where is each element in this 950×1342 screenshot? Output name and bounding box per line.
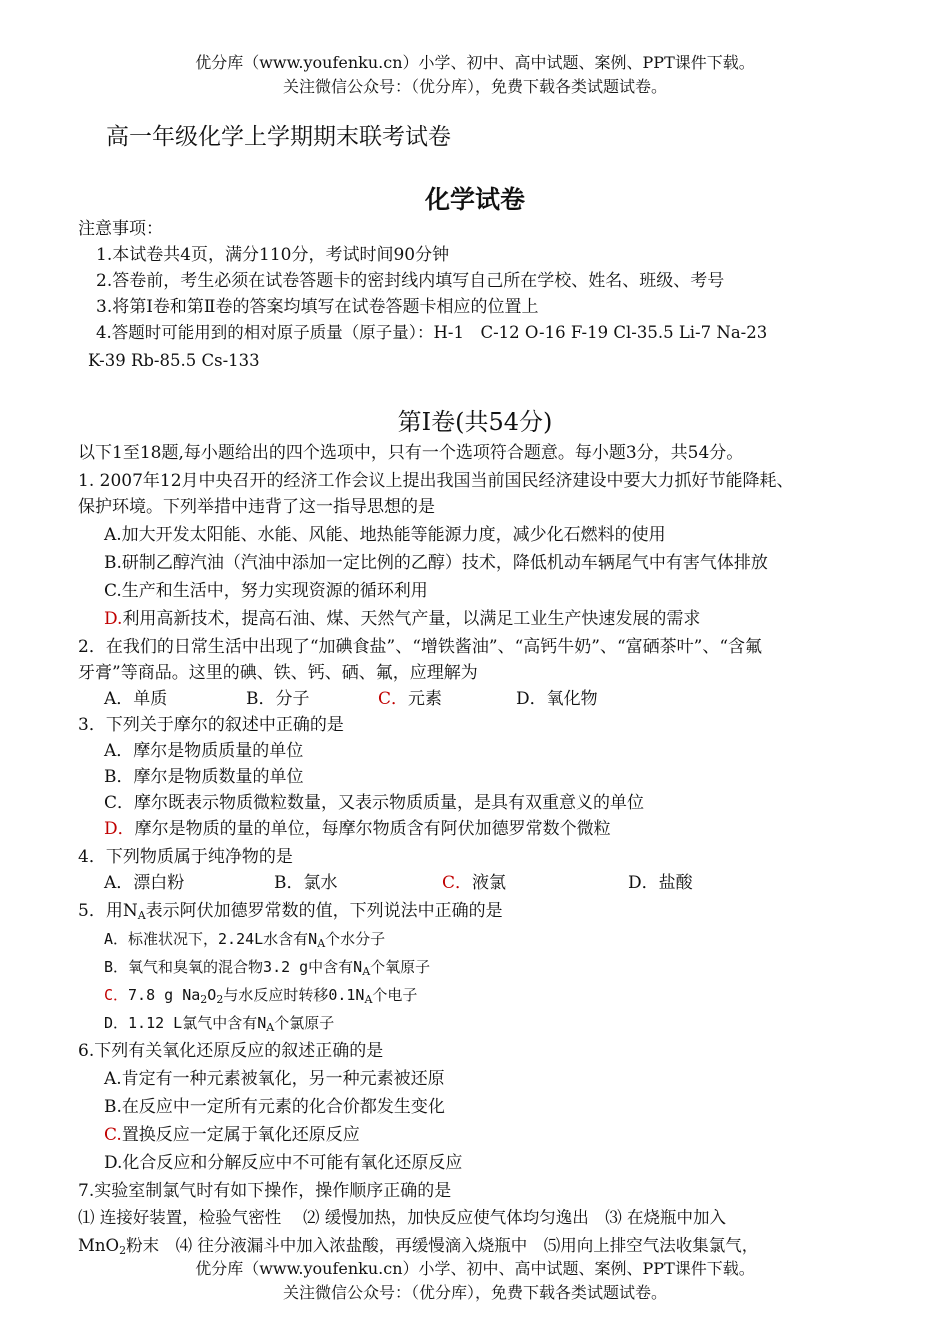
q1-stem-1: 1. 2007年12月中央召开的经济工作会议上提出我国当前国民经济建设中要大力抓好节能降耗、 (78, 471, 794, 491)
q5-option-c-subscript: 2 (200, 993, 208, 1006)
q7-steps-text: 粉末 ⑷ 往分液漏斗中加入浓盐酸，再缓慢滴入烧瓶中 ⑸用向上排空气法收集氯气， (126, 1236, 759, 1255)
q1-stem-2: 保护环境。下列举措中违背了这一指导思想的是 (78, 497, 435, 517)
q1-option-d-text: 利用高新技术，提高石油、煤、天然气产量，以满足工业生产快速发展的需求 (122, 609, 701, 629)
q1-answer-letter: D. (104, 609, 123, 629)
q1-option-c: C.生产和生活中，努力实现资源的循环利用 (104, 581, 428, 601)
q6-option-c (104, 1122, 360, 1148)
q3-answer-letter: D． (104, 819, 135, 839)
exam-title: 高一年级化学上学期期末联考试卷 (106, 124, 451, 150)
q5-stem-subscript: A (137, 909, 146, 922)
q5-answer-letter: C． (104, 986, 129, 1004)
q6-option-b: B.在反应中一定所有元素的化合价都发生变化 (104, 1097, 445, 1117)
notes-heading: 注意事项： (78, 219, 163, 239)
q1-option-d (104, 606, 700, 632)
q2-answer-letter: C． (378, 689, 409, 709)
q2-stem-1: 2．在我们的日常生活中出现了“加碘食盐”、“增铁酱油”、“高钙牛奶”、“富硒茶叶”、“含氟 (78, 637, 763, 657)
note-4-continued: K-39 Rb-85.5 Cs-133 (88, 351, 260, 370)
footer-line-1: 优分库（www.youfenku.cn）小学、初中、高中试题、案例、PPT课件下载。 (195, 1259, 755, 1278)
q5-option-c (104, 982, 417, 1013)
header-line-1: 优分库（www.youfenku.cn）小学、初中、高中试题、案例、PPT课件下载。 (195, 53, 755, 72)
q2-stem-2: 牙膏”等商品。这里的碘、铁、钙、硒、氟，应理解为 (78, 663, 478, 683)
q5-option-a-subscript: A (317, 937, 326, 950)
note-3: 3.将第Ⅰ卷和第Ⅱ卷的答案均填写在试卷答题卡相应的位置上 (96, 297, 539, 317)
q5-option-d-subscript: A (266, 1021, 275, 1034)
q4-option-b: B．氯水 (274, 873, 338, 893)
q5-stem-part: 表示阿伏加德罗常数的值，下列说法中正确的是 (145, 901, 503, 921)
q6-option-c-text: 置换反应一定属于氧化还原反应 (121, 1125, 360, 1145)
q4-option-d: D．盐酸 (628, 873, 693, 893)
q5-option-a-text: 个水分子 (325, 930, 386, 948)
q5-option-a-text: A．标准状况下，2.24L水含有N (104, 930, 318, 948)
q5-option-b-text: 个氧原子 (370, 958, 431, 976)
q6-stem: 6.下列有关氧化还原反应的叙述正确的是 (78, 1041, 384, 1061)
q7-steps-text: MnO (78, 1236, 120, 1255)
q6-option-a: A.肯定有一种元素被氧化，另一种元素被还原 (104, 1069, 445, 1089)
paper-title: 化学试卷 (424, 185, 525, 214)
q1-option-b: B.研制乙醇汽油（汽油中添加一定比例的乙醇）技术，降低机动车辆尾气中有害气体排放 (104, 553, 768, 573)
q5-option-c-text: 7.8 g Na (128, 986, 201, 1004)
section-intro: 以下1至18题,每小题给出的四个选项中，只有一个选项符合题意。每小题3分，共54分。 (78, 443, 744, 463)
q3-option-a: A．摩尔是物质质量的单位 (104, 741, 304, 761)
q5-option-d-text: 个氯原子 (274, 1014, 335, 1032)
q2-option-c-text: 元素 (408, 689, 443, 709)
q2-option-b: B．分子 (246, 689, 310, 709)
q6-answer-letter: C. (104, 1125, 122, 1145)
note-2: 2.答卷前，考生必须在试卷答题卡的密封线内填写自己所在学校、姓名、班级、考号 (96, 271, 725, 291)
q7-steps-subscript: 2 (119, 1244, 127, 1257)
q5-option-c-subscript: A (364, 993, 373, 1006)
q5-stem (78, 898, 503, 929)
q3-stem: 3．下列关于摩尔的叙述中正确的是 (78, 715, 344, 735)
note-1: 1.本试卷共4页，满分110分，考试时间90分钟 (96, 245, 450, 265)
q5-option-d (104, 1010, 334, 1041)
q6-option-d: D.化合反应和分解反应中不可能有氧化还原反应 (104, 1153, 463, 1173)
q3-option-d-text: 摩尔是物质的量的单位，每摩尔物质含有阿伏加德罗常数个微粒 (134, 819, 611, 839)
q1-option-a: A.加大开发太阳能、水能、风能、地热能等能源力度，减少化石燃料的使用 (104, 525, 666, 545)
q5-option-b (104, 954, 430, 985)
q2-option-d: D．氧化物 (516, 689, 598, 709)
q5-option-c-subscript: 2 (216, 993, 224, 1006)
q5-option-b-subscript: A (362, 965, 371, 978)
q4-option-a: A．漂白粉 (104, 873, 185, 893)
q4-option-c (442, 870, 506, 896)
q5-option-a (104, 926, 385, 957)
q4-answer-letter: C． (442, 873, 473, 893)
q3-option-d (104, 816, 611, 842)
header-line-2: 关注微信公众号：（优分库），免费下载各类试题试卷。 (282, 77, 667, 96)
q5-stem-part: 5．用N (78, 901, 138, 921)
q4-option-c-text: 液氯 (472, 873, 507, 893)
q5-option-c-text: 个电子 (372, 986, 418, 1004)
q4-stem: 4．下列物质属于纯净物的是 (78, 847, 293, 867)
q7-steps-1: ⑴ 连接好装置，检验气密性 ⑵ 缓慢加热，加快反应使气体均匀逸出 ⑶ 在烧瓶中加入 (78, 1208, 726, 1227)
q2-option-a: A．单质 (104, 689, 168, 709)
q2-option-c (378, 686, 442, 712)
section-title: 第Ⅰ卷(共54分) (397, 408, 553, 436)
footer-line-2: 关注微信公众号：（优分库），免费下载各类试题试卷。 (282, 1283, 667, 1302)
q7-stem: 7.实验室制氯气时有如下操作，操作顺序正确的是 (78, 1181, 452, 1201)
q5-option-c-text: 与水反应时转移0.1N (223, 986, 365, 1004)
q3-option-b: B．摩尔是物质数量的单位 (104, 767, 304, 787)
q5-option-b-text: B．氧气和臭氧的混合物3.2 g中含有N (104, 958, 363, 976)
note-4: 4.答题时可能用到的相对原子质量（原子量）：H-1 C-12 O-16 F-19 Cl-35.5 Li-7 Na-23 (96, 323, 768, 342)
q5-option-d-text: D．1.12 L氯气中含有N (104, 1014, 267, 1032)
q5-option-c-text: O (207, 986, 217, 1004)
q3-option-c: C．摩尔既表示物质微粒数量，又表示物质质量，是具有双重意义的单位 (104, 793, 645, 813)
